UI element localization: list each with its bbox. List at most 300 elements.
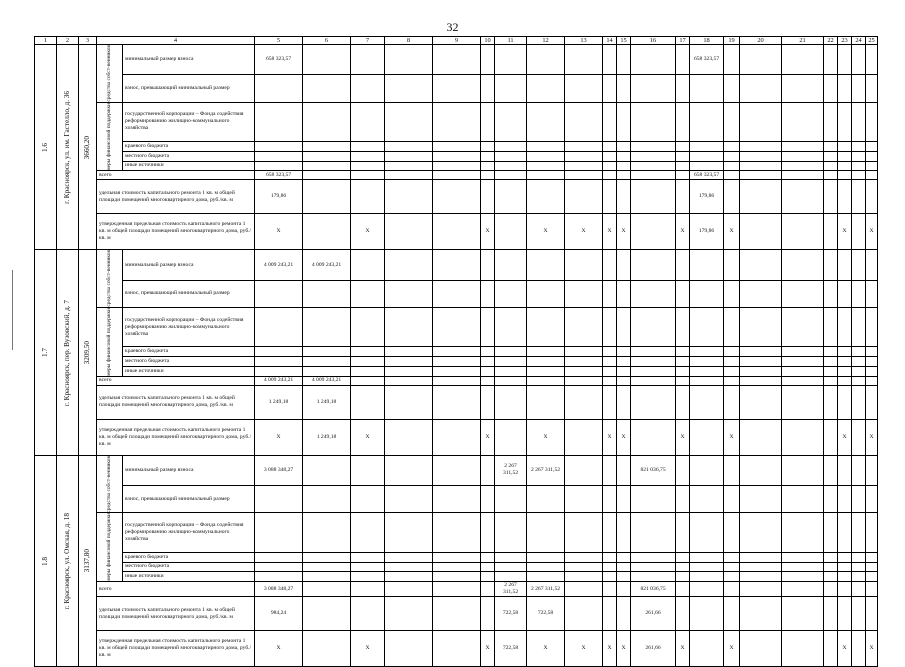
value-cell-14 xyxy=(603,597,617,631)
value-cell-12 xyxy=(527,75,565,102)
row-label: местного бюджета xyxy=(123,357,255,367)
column-number: 16 xyxy=(631,37,676,45)
value-cell-7 xyxy=(351,552,385,562)
item-number-text: 1.7 xyxy=(41,348,49,358)
table-row xyxy=(35,180,878,214)
building-area-text: 3137,80 xyxy=(83,549,91,573)
value-cell-24 xyxy=(852,455,866,485)
value-cell-10 xyxy=(481,308,495,347)
value-cell-14: X xyxy=(603,214,617,250)
value-cell-22 xyxy=(824,214,838,250)
value-cell-11: 2 267 311,52 xyxy=(495,455,527,485)
value-cell-22 xyxy=(824,308,838,347)
value-cell-22 xyxy=(824,347,838,357)
row-label: утвержденная предельная стоимость капитального ремонта 1 кв. м общей площади помещений многоквартирного дома, руб./кв. м xyxy=(97,631,255,667)
column-number: 17 xyxy=(676,37,690,45)
value-cell-24 xyxy=(852,171,866,180)
value-cell-12: X xyxy=(527,214,565,250)
value-cell-17 xyxy=(676,347,690,357)
value-cell-21 xyxy=(782,141,824,151)
value-cell-14 xyxy=(603,75,617,102)
value-cell-12 xyxy=(527,45,565,75)
value-cell-10 xyxy=(481,280,495,307)
value-cell-18 xyxy=(690,513,724,552)
value-cell-6 xyxy=(303,75,351,102)
scan-edge-line xyxy=(12,270,13,350)
value-cell-23 xyxy=(838,102,852,141)
value-cell-5: X xyxy=(255,631,303,667)
value-cell-22 xyxy=(824,280,838,307)
value-cell-17: X xyxy=(676,419,690,455)
value-cell-25: X xyxy=(866,214,878,250)
value-cell-14 xyxy=(603,102,617,141)
value-cell-7 xyxy=(351,597,385,631)
row-label: удельная стоимость капитального ремонта 1 кв. м общей площади помещений многоквартирного дома, руб./кв. м xyxy=(97,180,255,214)
value-cell-25 xyxy=(866,597,878,631)
value-cell-10 xyxy=(481,102,495,141)
value-cell-23: X xyxy=(838,631,852,667)
value-cell-12 xyxy=(527,347,565,357)
column-number: 12 xyxy=(527,37,565,45)
value-cell-18 xyxy=(690,385,724,419)
value-cell-24 xyxy=(852,572,866,582)
value-cell-13 xyxy=(565,280,603,307)
value-cell-24 xyxy=(852,141,866,151)
value-cell-21 xyxy=(782,562,824,572)
value-cell-25 xyxy=(866,180,878,214)
value-cell-19 xyxy=(724,250,740,280)
value-cell-24 xyxy=(852,357,866,367)
value-cell-20 xyxy=(740,75,782,102)
value-cell-13 xyxy=(565,45,603,75)
value-cell-20 xyxy=(740,385,782,419)
value-cell-16 xyxy=(631,171,676,180)
value-cell-15: X xyxy=(617,631,631,667)
value-cell-6 xyxy=(303,513,351,552)
value-cell-16 xyxy=(631,161,676,171)
value-cell-12 xyxy=(527,250,565,280)
value-cell-7 xyxy=(351,250,385,280)
value-cell-15 xyxy=(617,582,631,597)
column-number: 22 xyxy=(824,37,838,45)
value-cell-5: 1 249,18 xyxy=(255,385,303,419)
owners-funds-group-text: средства собст-венников xyxy=(106,45,112,102)
value-cell-21 xyxy=(782,151,824,161)
value-cell-16 xyxy=(631,141,676,151)
value-cell-9 xyxy=(433,455,481,485)
value-cell-25 xyxy=(866,385,878,419)
value-cell-11 xyxy=(495,214,527,250)
value-cell-7 xyxy=(351,45,385,75)
value-cell-15 xyxy=(617,486,631,513)
item-number xyxy=(35,455,57,666)
value-cell-12 xyxy=(527,552,565,562)
value-cell-5 xyxy=(255,151,303,161)
column-number: 8 xyxy=(385,37,433,45)
value-cell-11 xyxy=(495,151,527,161)
value-cell-17 xyxy=(676,308,690,347)
value-cell-13 xyxy=(565,308,603,347)
value-cell-12 xyxy=(527,161,565,171)
value-cell-8 xyxy=(385,347,433,357)
value-cell-9 xyxy=(433,180,481,214)
table-row xyxy=(35,357,878,367)
value-cell-20 xyxy=(740,366,782,376)
value-cell-21 xyxy=(782,214,824,250)
value-cell-20 xyxy=(740,631,782,667)
value-cell-11 xyxy=(495,486,527,513)
value-cell-23 xyxy=(838,161,852,171)
value-cell-8 xyxy=(385,385,433,419)
value-cell-22 xyxy=(824,357,838,367)
value-cell-9 xyxy=(433,347,481,357)
value-cell-9 xyxy=(433,597,481,631)
value-cell-7 xyxy=(351,376,385,385)
value-cell-15 xyxy=(617,357,631,367)
value-cell-23 xyxy=(838,513,852,552)
value-cell-25 xyxy=(866,280,878,307)
building-area xyxy=(79,250,97,455)
owners-funds-group xyxy=(97,455,123,513)
value-cell-24 xyxy=(852,552,866,562)
value-cell-16: 821 036,75 xyxy=(631,455,676,485)
value-cell-12: 722,58 xyxy=(527,597,565,631)
value-cell-25 xyxy=(866,582,878,597)
value-cell-7: X xyxy=(351,631,385,667)
value-cell-18 xyxy=(690,597,724,631)
value-cell-8 xyxy=(385,250,433,280)
table-row xyxy=(35,141,878,151)
row-label: местного бюджета xyxy=(123,562,255,572)
value-cell-7 xyxy=(351,513,385,552)
value-cell-6 xyxy=(303,347,351,357)
value-cell-21 xyxy=(782,75,824,102)
value-cell-8 xyxy=(385,75,433,102)
table-row xyxy=(35,486,878,513)
value-cell-7 xyxy=(351,180,385,214)
value-cell-24 xyxy=(852,376,866,385)
value-cell-24 xyxy=(852,486,866,513)
value-cell-18 xyxy=(690,102,724,141)
value-cell-13: X xyxy=(565,631,603,667)
table-row xyxy=(35,572,878,582)
value-cell-14 xyxy=(603,347,617,357)
column-number: 21 xyxy=(782,37,824,45)
value-cell-21 xyxy=(782,171,824,180)
value-cell-23 xyxy=(838,151,852,161)
value-cell-9 xyxy=(433,572,481,582)
value-cell-18 xyxy=(690,419,724,455)
value-cell-18: 179,86 xyxy=(690,214,724,250)
value-cell-19: X xyxy=(724,214,740,250)
value-cell-6 xyxy=(303,280,351,307)
value-cell-19 xyxy=(724,455,740,485)
value-cell-5 xyxy=(255,102,303,141)
value-cell-22 xyxy=(824,582,838,597)
value-cell-5: 4 009 243,21 xyxy=(255,250,303,280)
value-cell-14: X xyxy=(603,631,617,667)
value-cell-17 xyxy=(676,513,690,552)
value-cell-11 xyxy=(495,141,527,151)
value-cell-17 xyxy=(676,366,690,376)
table-row xyxy=(35,552,878,562)
value-cell-19 xyxy=(724,366,740,376)
value-cell-23 xyxy=(838,562,852,572)
value-cell-21 xyxy=(782,357,824,367)
value-cell-14 xyxy=(603,582,617,597)
value-cell-22 xyxy=(824,631,838,667)
value-cell-6 xyxy=(303,171,351,180)
value-cell-11 xyxy=(495,366,527,376)
value-cell-21 xyxy=(782,308,824,347)
value-cell-13 xyxy=(565,562,603,572)
value-cell-20 xyxy=(740,151,782,161)
value-cell-25 xyxy=(866,45,878,75)
value-cell-17 xyxy=(676,180,690,214)
value-cell-10 xyxy=(481,455,495,485)
value-cell-19 xyxy=(724,357,740,367)
value-cell-22 xyxy=(824,45,838,75)
value-cell-14 xyxy=(603,376,617,385)
value-cell-21 xyxy=(782,45,824,75)
value-cell-9 xyxy=(433,308,481,347)
value-cell-21 xyxy=(782,280,824,307)
value-cell-23 xyxy=(838,75,852,102)
value-cell-19 xyxy=(724,308,740,347)
value-cell-20 xyxy=(740,250,782,280)
value-cell-9 xyxy=(433,582,481,597)
value-cell-15 xyxy=(617,161,631,171)
value-cell-14 xyxy=(603,180,617,214)
value-cell-25 xyxy=(866,552,878,562)
table-row xyxy=(35,419,878,455)
value-cell-13 xyxy=(565,419,603,455)
value-cell-12: X xyxy=(527,419,565,455)
value-cell-17 xyxy=(676,376,690,385)
capital-repair-table xyxy=(34,36,878,667)
value-cell-17 xyxy=(676,171,690,180)
financial-support-group xyxy=(97,102,123,171)
value-cell-25 xyxy=(866,347,878,357)
value-cell-9 xyxy=(433,562,481,572)
value-cell-21 xyxy=(782,486,824,513)
value-cell-12: 2 267 311,52 xyxy=(527,455,565,485)
value-cell-24 xyxy=(852,161,866,171)
value-cell-12 xyxy=(527,385,565,419)
value-cell-16 xyxy=(631,280,676,307)
value-cell-14 xyxy=(603,308,617,347)
owners-funds-group-text: средства собст-венников xyxy=(106,455,112,513)
value-cell-19 xyxy=(724,102,740,141)
value-cell-14 xyxy=(603,552,617,562)
value-cell-6 xyxy=(303,597,351,631)
value-cell-6 xyxy=(303,486,351,513)
value-cell-18 xyxy=(690,376,724,385)
value-cell-20 xyxy=(740,161,782,171)
table-row xyxy=(35,513,878,552)
table-row xyxy=(35,366,878,376)
value-cell-14 xyxy=(603,45,617,75)
table-row xyxy=(35,562,878,572)
column-number-row xyxy=(35,37,878,45)
value-cell-11 xyxy=(495,357,527,367)
value-cell-10 xyxy=(481,347,495,357)
value-cell-20 xyxy=(740,582,782,597)
building-area-text: 3209,50 xyxy=(83,340,91,365)
column-number: 25 xyxy=(866,37,878,45)
value-cell-20 xyxy=(740,171,782,180)
value-cell-11: 722,58 xyxy=(495,597,527,631)
value-cell-23 xyxy=(838,552,852,562)
row-label: краевого бюджета xyxy=(123,141,255,151)
value-cell-24 xyxy=(852,308,866,347)
column-number: 13 xyxy=(565,37,603,45)
value-cell-15 xyxy=(617,513,631,552)
value-cell-25 xyxy=(866,75,878,102)
value-cell-25 xyxy=(866,562,878,572)
value-cell-19 xyxy=(724,486,740,513)
value-cell-22 xyxy=(824,180,838,214)
value-cell-10 xyxy=(481,151,495,161)
value-cell-11 xyxy=(495,385,527,419)
value-cell-13 xyxy=(565,552,603,562)
value-cell-11 xyxy=(495,161,527,171)
table-row xyxy=(35,376,878,385)
value-cell-6 xyxy=(303,102,351,141)
value-cell-11: 2 267 311,52 xyxy=(495,582,527,597)
value-cell-5: 3 088 348,27 xyxy=(255,455,303,485)
value-cell-21 xyxy=(782,347,824,357)
value-cell-9 xyxy=(433,75,481,102)
column-number: 19 xyxy=(724,37,740,45)
owners-funds-group xyxy=(97,45,123,103)
value-cell-5 xyxy=(255,141,303,151)
value-cell-12 xyxy=(527,513,565,552)
value-cell-9 xyxy=(433,486,481,513)
value-cell-5 xyxy=(255,562,303,572)
value-cell-8 xyxy=(385,562,433,572)
value-cell-9 xyxy=(433,151,481,161)
value-cell-19 xyxy=(724,171,740,180)
value-cell-24 xyxy=(852,102,866,141)
value-cell-18 xyxy=(690,455,724,485)
value-cell-7 xyxy=(351,582,385,597)
value-cell-20 xyxy=(740,455,782,485)
value-cell-21 xyxy=(782,102,824,141)
building-address-text: г. Красноярск, ул. им. Гастелло, д. 36 xyxy=(63,90,71,204)
value-cell-22 xyxy=(824,385,838,419)
value-cell-16 xyxy=(631,513,676,552)
value-cell-11 xyxy=(495,419,527,455)
value-cell-20 xyxy=(740,347,782,357)
value-cell-5 xyxy=(255,280,303,307)
value-cell-19 xyxy=(724,75,740,102)
value-cell-13 xyxy=(565,75,603,102)
value-cell-15 xyxy=(617,562,631,572)
value-cell-9 xyxy=(433,385,481,419)
value-cell-23 xyxy=(838,250,852,280)
value-cell-7: X xyxy=(351,214,385,250)
building-area xyxy=(79,455,97,666)
value-cell-17 xyxy=(676,102,690,141)
value-cell-6 xyxy=(303,308,351,347)
value-cell-24 xyxy=(852,513,866,552)
value-cell-14 xyxy=(603,280,617,307)
value-cell-24 xyxy=(852,214,866,250)
column-number: 7 xyxy=(351,37,385,45)
value-cell-11 xyxy=(495,45,527,75)
value-cell-16 xyxy=(631,102,676,141)
value-cell-10 xyxy=(481,357,495,367)
value-cell-25: X xyxy=(866,631,878,667)
value-cell-13 xyxy=(565,180,603,214)
column-number: 11 xyxy=(495,37,527,45)
value-cell-23 xyxy=(838,366,852,376)
value-cell-11 xyxy=(495,102,527,141)
value-cell-23 xyxy=(838,347,852,357)
value-cell-11 xyxy=(495,75,527,102)
value-cell-16 xyxy=(631,214,676,250)
value-cell-15 xyxy=(617,102,631,141)
value-cell-8 xyxy=(385,280,433,307)
column-number: 23 xyxy=(838,37,852,45)
value-cell-18 xyxy=(690,562,724,572)
value-cell-18 xyxy=(690,280,724,307)
value-cell-22 xyxy=(824,75,838,102)
value-cell-7 xyxy=(351,280,385,307)
value-cell-8 xyxy=(385,161,433,171)
item-number xyxy=(35,250,57,455)
value-cell-7 xyxy=(351,75,385,102)
value-cell-6: 4 009 243,21 xyxy=(303,376,351,385)
value-cell-14 xyxy=(603,161,617,171)
value-cell-9 xyxy=(433,45,481,75)
value-cell-23 xyxy=(838,357,852,367)
value-cell-9 xyxy=(433,366,481,376)
value-cell-21 xyxy=(782,455,824,485)
value-cell-23 xyxy=(838,376,852,385)
value-cell-7 xyxy=(351,141,385,151)
value-cell-13 xyxy=(565,455,603,485)
value-cell-15 xyxy=(617,572,631,582)
value-cell-13 xyxy=(565,151,603,161)
value-cell-12 xyxy=(527,572,565,582)
value-cell-24 xyxy=(852,631,866,667)
value-cell-18 xyxy=(690,486,724,513)
value-cell-5 xyxy=(255,572,303,582)
value-cell-22 xyxy=(824,366,838,376)
value-cell-18: 179,86 xyxy=(690,180,724,214)
value-cell-6 xyxy=(303,45,351,75)
value-cell-8 xyxy=(385,357,433,367)
value-cell-8 xyxy=(385,366,433,376)
value-cell-23 xyxy=(838,572,852,582)
value-cell-16 xyxy=(631,552,676,562)
value-cell-23 xyxy=(838,597,852,631)
value-cell-20 xyxy=(740,180,782,214)
row-label: утвержденная предельная стоимость капитального ремонта 1 кв. м общей площади помещений многоквартирного дома, руб./кв. м xyxy=(97,214,255,250)
value-cell-20 xyxy=(740,419,782,455)
value-cell-17: X xyxy=(676,631,690,667)
value-cell-10 xyxy=(481,572,495,582)
value-cell-18 xyxy=(690,572,724,582)
value-cell-17 xyxy=(676,552,690,562)
value-cell-14: X xyxy=(603,419,617,455)
value-cell-19 xyxy=(724,151,740,161)
value-cell-23 xyxy=(838,385,852,419)
value-cell-15: X xyxy=(617,214,631,250)
value-cell-19 xyxy=(724,45,740,75)
